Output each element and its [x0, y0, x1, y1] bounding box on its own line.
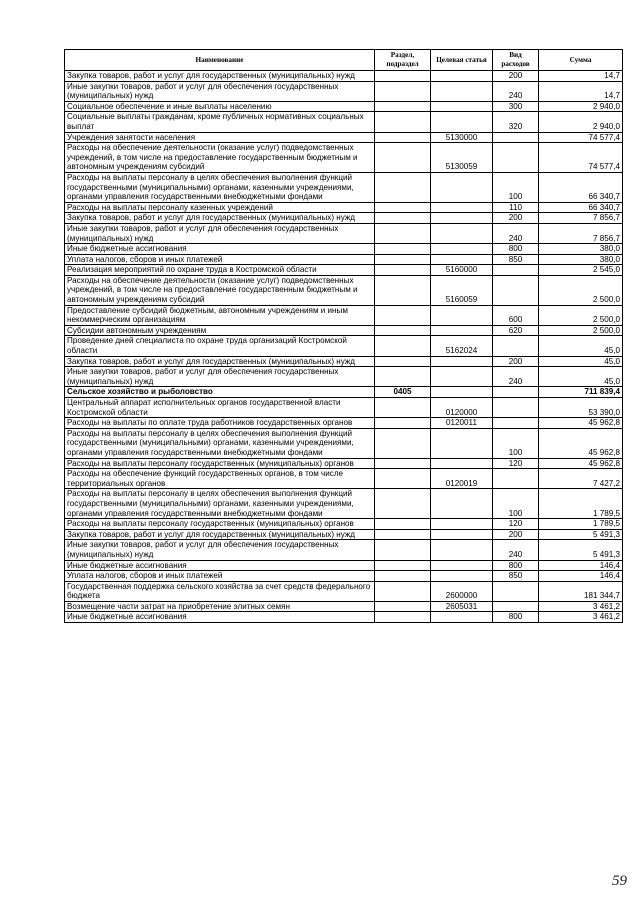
row-name: Расходы на выплаты по оплате труда работников государственных органов	[65, 418, 375, 429]
table-row	[65, 387, 623, 398]
row-article	[431, 101, 493, 112]
row-expense-type: 120	[493, 519, 539, 530]
row-expense-type: 200	[493, 213, 539, 224]
row-article	[431, 428, 493, 458]
row-article	[431, 387, 493, 398]
row-amount: 45 962,8	[539, 418, 623, 429]
row-expense-type	[493, 265, 539, 276]
table-row	[65, 612, 623, 623]
row-name: Субсидии автономным учреждениям	[65, 325, 375, 336]
row-expense-type	[493, 143, 539, 173]
row-amount: 146,4	[539, 560, 623, 571]
row-amount: 2 940,0	[539, 112, 623, 132]
row-section	[375, 213, 431, 224]
table-row	[65, 172, 623, 202]
row-expense-type	[493, 581, 539, 601]
row-article	[431, 612, 493, 623]
table-row	[65, 132, 623, 143]
row-section	[375, 571, 431, 582]
row-expense-type: 850	[493, 571, 539, 582]
row-article	[431, 112, 493, 132]
row-article	[431, 305, 493, 325]
table-row	[65, 325, 623, 336]
row-article	[431, 213, 493, 224]
row-section	[375, 101, 431, 112]
row-name: Возмещение части затрат на приобретение элитных семян	[65, 601, 375, 612]
row-article: 2605031	[431, 601, 493, 612]
header-name: Наименование	[65, 50, 375, 71]
row-section	[375, 560, 431, 571]
row-section	[375, 223, 431, 243]
row-amount: 1 789,5	[539, 489, 623, 519]
header-expense-type: Вид расходов	[493, 50, 539, 71]
row-amount: 45 962,8	[539, 428, 623, 458]
row-expense-type: 800	[493, 560, 539, 571]
row-name: Расходы на выплаты персоналу государственных (муниципальных) органов	[65, 519, 375, 530]
row-name: Расходы на обеспечение деятельности (оказание услуг) подведомственных учреждений, в том числе на предоставление государственным бюджетным и автономным учреждениям субсидий	[65, 143, 375, 173]
row-name: Расходы на выплаты персоналу казенных учреждений	[65, 202, 375, 213]
row-section	[375, 202, 431, 213]
row-name: Расходы на выплаты персоналу в целях обеспечения выполнения функций государственными (муниципальными) органами, казенными учреждениями, органами управления государственными внебюджетными фондами	[65, 489, 375, 519]
table-row	[65, 581, 623, 601]
row-expense-type	[493, 398, 539, 418]
row-name: Иные бюджетные ассигнования	[65, 560, 375, 571]
row-amount: 3 461,2	[539, 612, 623, 623]
row-article: 0120019	[431, 469, 493, 489]
row-name: Государственная поддержка сельского хозяйства за счет средств федерального бюджета	[65, 581, 375, 601]
table-row	[65, 489, 623, 519]
table-row	[65, 275, 623, 305]
row-section	[375, 305, 431, 325]
row-name: Расходы на обеспечение деятельности (оказание услуг) подведомственных учреждений, в том числе на предоставление государственным бюджетным и автономным учреждениям субсидий	[65, 275, 375, 305]
table-row	[65, 143, 623, 173]
row-article	[431, 458, 493, 469]
table-row	[65, 202, 623, 213]
table-row	[65, 101, 623, 112]
row-amount: 181 344,7	[539, 581, 623, 601]
row-amount: 1 789,5	[539, 519, 623, 530]
budget-table	[64, 49, 623, 623]
table-row	[65, 601, 623, 612]
table-row	[65, 213, 623, 224]
row-amount: 53 390,0	[539, 398, 623, 418]
row-expense-type: 100	[493, 489, 539, 519]
row-article: 5160059	[431, 275, 493, 305]
row-name: Уплата налогов, сборов и иных платежей	[65, 254, 375, 265]
row-name: Иные закупки товаров, работ и услуг для обеспечения государственных (муниципальных) нужд	[65, 223, 375, 243]
row-amount: 3 461,2	[539, 601, 623, 612]
row-section	[375, 143, 431, 173]
table-row	[65, 112, 623, 132]
row-amount: 45,0	[539, 336, 623, 356]
row-amount: 380,0	[539, 244, 623, 255]
row-amount: 2 545,0	[539, 265, 623, 276]
row-section	[375, 112, 431, 132]
row-expense-type	[493, 275, 539, 305]
row-name: Расходы на выплаты персоналу государственных (муниципальных) органов	[65, 458, 375, 469]
row-amount: 5 491,3	[539, 540, 623, 560]
row-amount: 7 856,7	[539, 223, 623, 243]
row-expense-type: 240	[493, 367, 539, 387]
table-row	[65, 529, 623, 540]
row-article	[431, 81, 493, 101]
row-expense-type	[493, 336, 539, 356]
row-section	[375, 519, 431, 530]
row-section	[375, 356, 431, 367]
row-amount: 711 839,4	[539, 387, 623, 398]
row-expense-type: 800	[493, 244, 539, 255]
row-amount: 2 500,0	[539, 275, 623, 305]
row-name: Закупка товаров, работ и услуг для государственных (муниципальных) нужд	[65, 71, 375, 82]
row-name: Закупка товаров, работ и услуг для государственных (муниципальных) нужд	[65, 356, 375, 367]
row-section	[375, 265, 431, 276]
row-amount: 66 340,7	[539, 202, 623, 213]
row-expense-type	[493, 418, 539, 429]
row-article: 2600000	[431, 581, 493, 601]
row-name: Иные закупки товаров, работ и услуг для обеспечения государственных (муниципальных) нужд	[65, 367, 375, 387]
table-row	[65, 519, 623, 530]
row-name: Учреждения занятости населения	[65, 132, 375, 143]
row-amount: 7 856,7	[539, 213, 623, 224]
row-amount: 45,0	[539, 356, 623, 367]
row-section	[375, 601, 431, 612]
table-row	[65, 81, 623, 101]
row-article	[431, 560, 493, 571]
header-article: Целевая статья	[431, 50, 493, 71]
row-name: Проведение дней специалиста по охране труда организаций Костромской области	[65, 336, 375, 356]
row-expense-type: 200	[493, 71, 539, 82]
table-row	[65, 398, 623, 418]
row-article: 5130000	[431, 132, 493, 143]
row-section	[375, 418, 431, 429]
table-row	[65, 336, 623, 356]
row-section	[375, 71, 431, 82]
row-section	[375, 172, 431, 202]
row-amount: 2 500,0	[539, 325, 623, 336]
table-row	[65, 571, 623, 582]
table-row	[65, 71, 623, 82]
row-expense-type: 110	[493, 202, 539, 213]
row-section	[375, 132, 431, 143]
row-expense-type: 800	[493, 612, 539, 623]
row-article: 5160000	[431, 265, 493, 276]
row-article	[431, 71, 493, 82]
row-amount: 45 962,8	[539, 458, 623, 469]
row-expense-type: 320	[493, 112, 539, 132]
row-section	[375, 325, 431, 336]
row-amount: 2 940,0	[539, 101, 623, 112]
row-article	[431, 202, 493, 213]
row-name: Закупка товаров, работ и услуг для государственных (муниципальных) нужд	[65, 213, 375, 224]
row-amount: 380,0	[539, 254, 623, 265]
row-article	[431, 571, 493, 582]
row-name: Расходы на выплаты персоналу в целях обеспечения выполнения функций государственными (муниципальными) органами, казенными учреждениями, органами управления государственными внебюджетными фондами	[65, 428, 375, 458]
row-article	[431, 244, 493, 255]
row-name: Иные закупки товаров, работ и услуг для обеспечения государственных (муниципальных) нужд	[65, 81, 375, 101]
row-expense-type: 100	[493, 428, 539, 458]
row-expense-type	[493, 601, 539, 612]
row-article: 5130059	[431, 143, 493, 173]
row-expense-type: 300	[493, 101, 539, 112]
row-section	[375, 398, 431, 418]
table-row	[65, 223, 623, 243]
row-name: Центральный аппарат исполнительных органов государственной власти Костромской области	[65, 398, 375, 418]
row-amount: 7 427,2	[539, 469, 623, 489]
row-section	[375, 244, 431, 255]
table-header	[65, 50, 623, 71]
row-section	[375, 458, 431, 469]
row-expense-type: 240	[493, 81, 539, 101]
row-section	[375, 81, 431, 101]
row-name: Иные бюджетные ассигнования	[65, 612, 375, 623]
row-section	[375, 336, 431, 356]
header-amount: Сумма	[539, 50, 623, 71]
row-name: Закупка товаров, работ и услуг для государственных (муниципальных) нужд	[65, 529, 375, 540]
row-section: 0405	[375, 387, 431, 398]
table-row	[65, 428, 623, 458]
row-section	[375, 612, 431, 623]
row-name: Расходы на обеспечение функций государственных органов, в том числе территориальных органов	[65, 469, 375, 489]
row-expense-type: 850	[493, 254, 539, 265]
row-amount: 45,0	[539, 367, 623, 387]
row-expense-type: 240	[493, 223, 539, 243]
row-expense-type	[493, 132, 539, 143]
row-amount: 74 577,4	[539, 132, 623, 143]
row-name: Уплата налогов, сборов и иных платежей	[65, 571, 375, 582]
row-expense-type	[493, 469, 539, 489]
table-row	[65, 356, 623, 367]
row-article: 0120011	[431, 418, 493, 429]
row-section	[375, 529, 431, 540]
row-amount: 2 500,0	[539, 305, 623, 325]
row-article: 0120000	[431, 398, 493, 418]
row-article	[431, 254, 493, 265]
row-section	[375, 275, 431, 305]
table-row	[65, 305, 623, 325]
row-name: Иные бюджетные ассигнования	[65, 244, 375, 255]
page-number: 59	[612, 873, 627, 889]
row-name: Реализация мероприятий по охране труда в Костромской области	[65, 265, 375, 276]
table-row	[65, 265, 623, 276]
table-row	[65, 458, 623, 469]
row-section	[375, 367, 431, 387]
row-expense-type: 120	[493, 458, 539, 469]
table-row	[65, 560, 623, 571]
row-expense-type: 620	[493, 325, 539, 336]
row-name: Расходы на выплаты персоналу в целях обеспечения выполнения функций государственными (муниципальными) органами, казенными учреждениями, органами управления государственными внебюджетными фондами	[65, 172, 375, 202]
row-expense-type: 100	[493, 172, 539, 202]
row-article	[431, 540, 493, 560]
row-expense-type: 240	[493, 540, 539, 560]
row-article	[431, 223, 493, 243]
row-name: Социальные выплаты гражданам, кроме публичных нормативных социальных выплат	[65, 112, 375, 132]
row-article	[431, 172, 493, 202]
row-expense-type	[493, 387, 539, 398]
row-section	[375, 428, 431, 458]
row-name: Социальное обеспечение и иные выплаты населению	[65, 101, 375, 112]
row-expense-type: 200	[493, 356, 539, 367]
row-name: Предоставление субсидий бюджетным, автономным учреждениям и иным некоммерческим организациям	[65, 305, 375, 325]
row-article	[431, 367, 493, 387]
table-row	[65, 254, 623, 265]
row-article	[431, 325, 493, 336]
row-section	[375, 581, 431, 601]
table-row	[65, 540, 623, 560]
row-amount: 14,7	[539, 71, 623, 82]
row-name: Сельское хозяйство и рыболовство	[65, 387, 375, 398]
row-amount: 5 491,3	[539, 529, 623, 540]
row-section	[375, 489, 431, 519]
row-expense-type: 600	[493, 305, 539, 325]
table-body	[65, 71, 623, 623]
row-section	[375, 254, 431, 265]
row-amount: 14,7	[539, 81, 623, 101]
table-row	[65, 469, 623, 489]
table-row	[65, 367, 623, 387]
row-article	[431, 519, 493, 530]
row-section	[375, 469, 431, 489]
row-expense-type: 200	[493, 529, 539, 540]
row-amount: 66 340,7	[539, 172, 623, 202]
row-article: 5162024	[431, 336, 493, 356]
table-row	[65, 244, 623, 255]
table-row	[65, 418, 623, 429]
row-amount: 74 577,4	[539, 143, 623, 173]
row-amount: 146,4	[539, 571, 623, 582]
row-section	[375, 540, 431, 560]
row-article	[431, 489, 493, 519]
row-name: Иные закупки товаров, работ и услуг для обеспечения государственных (муниципальных) нужд	[65, 540, 375, 560]
row-article	[431, 356, 493, 367]
header-section: Раздел, подраздел	[375, 50, 431, 71]
row-article	[431, 529, 493, 540]
